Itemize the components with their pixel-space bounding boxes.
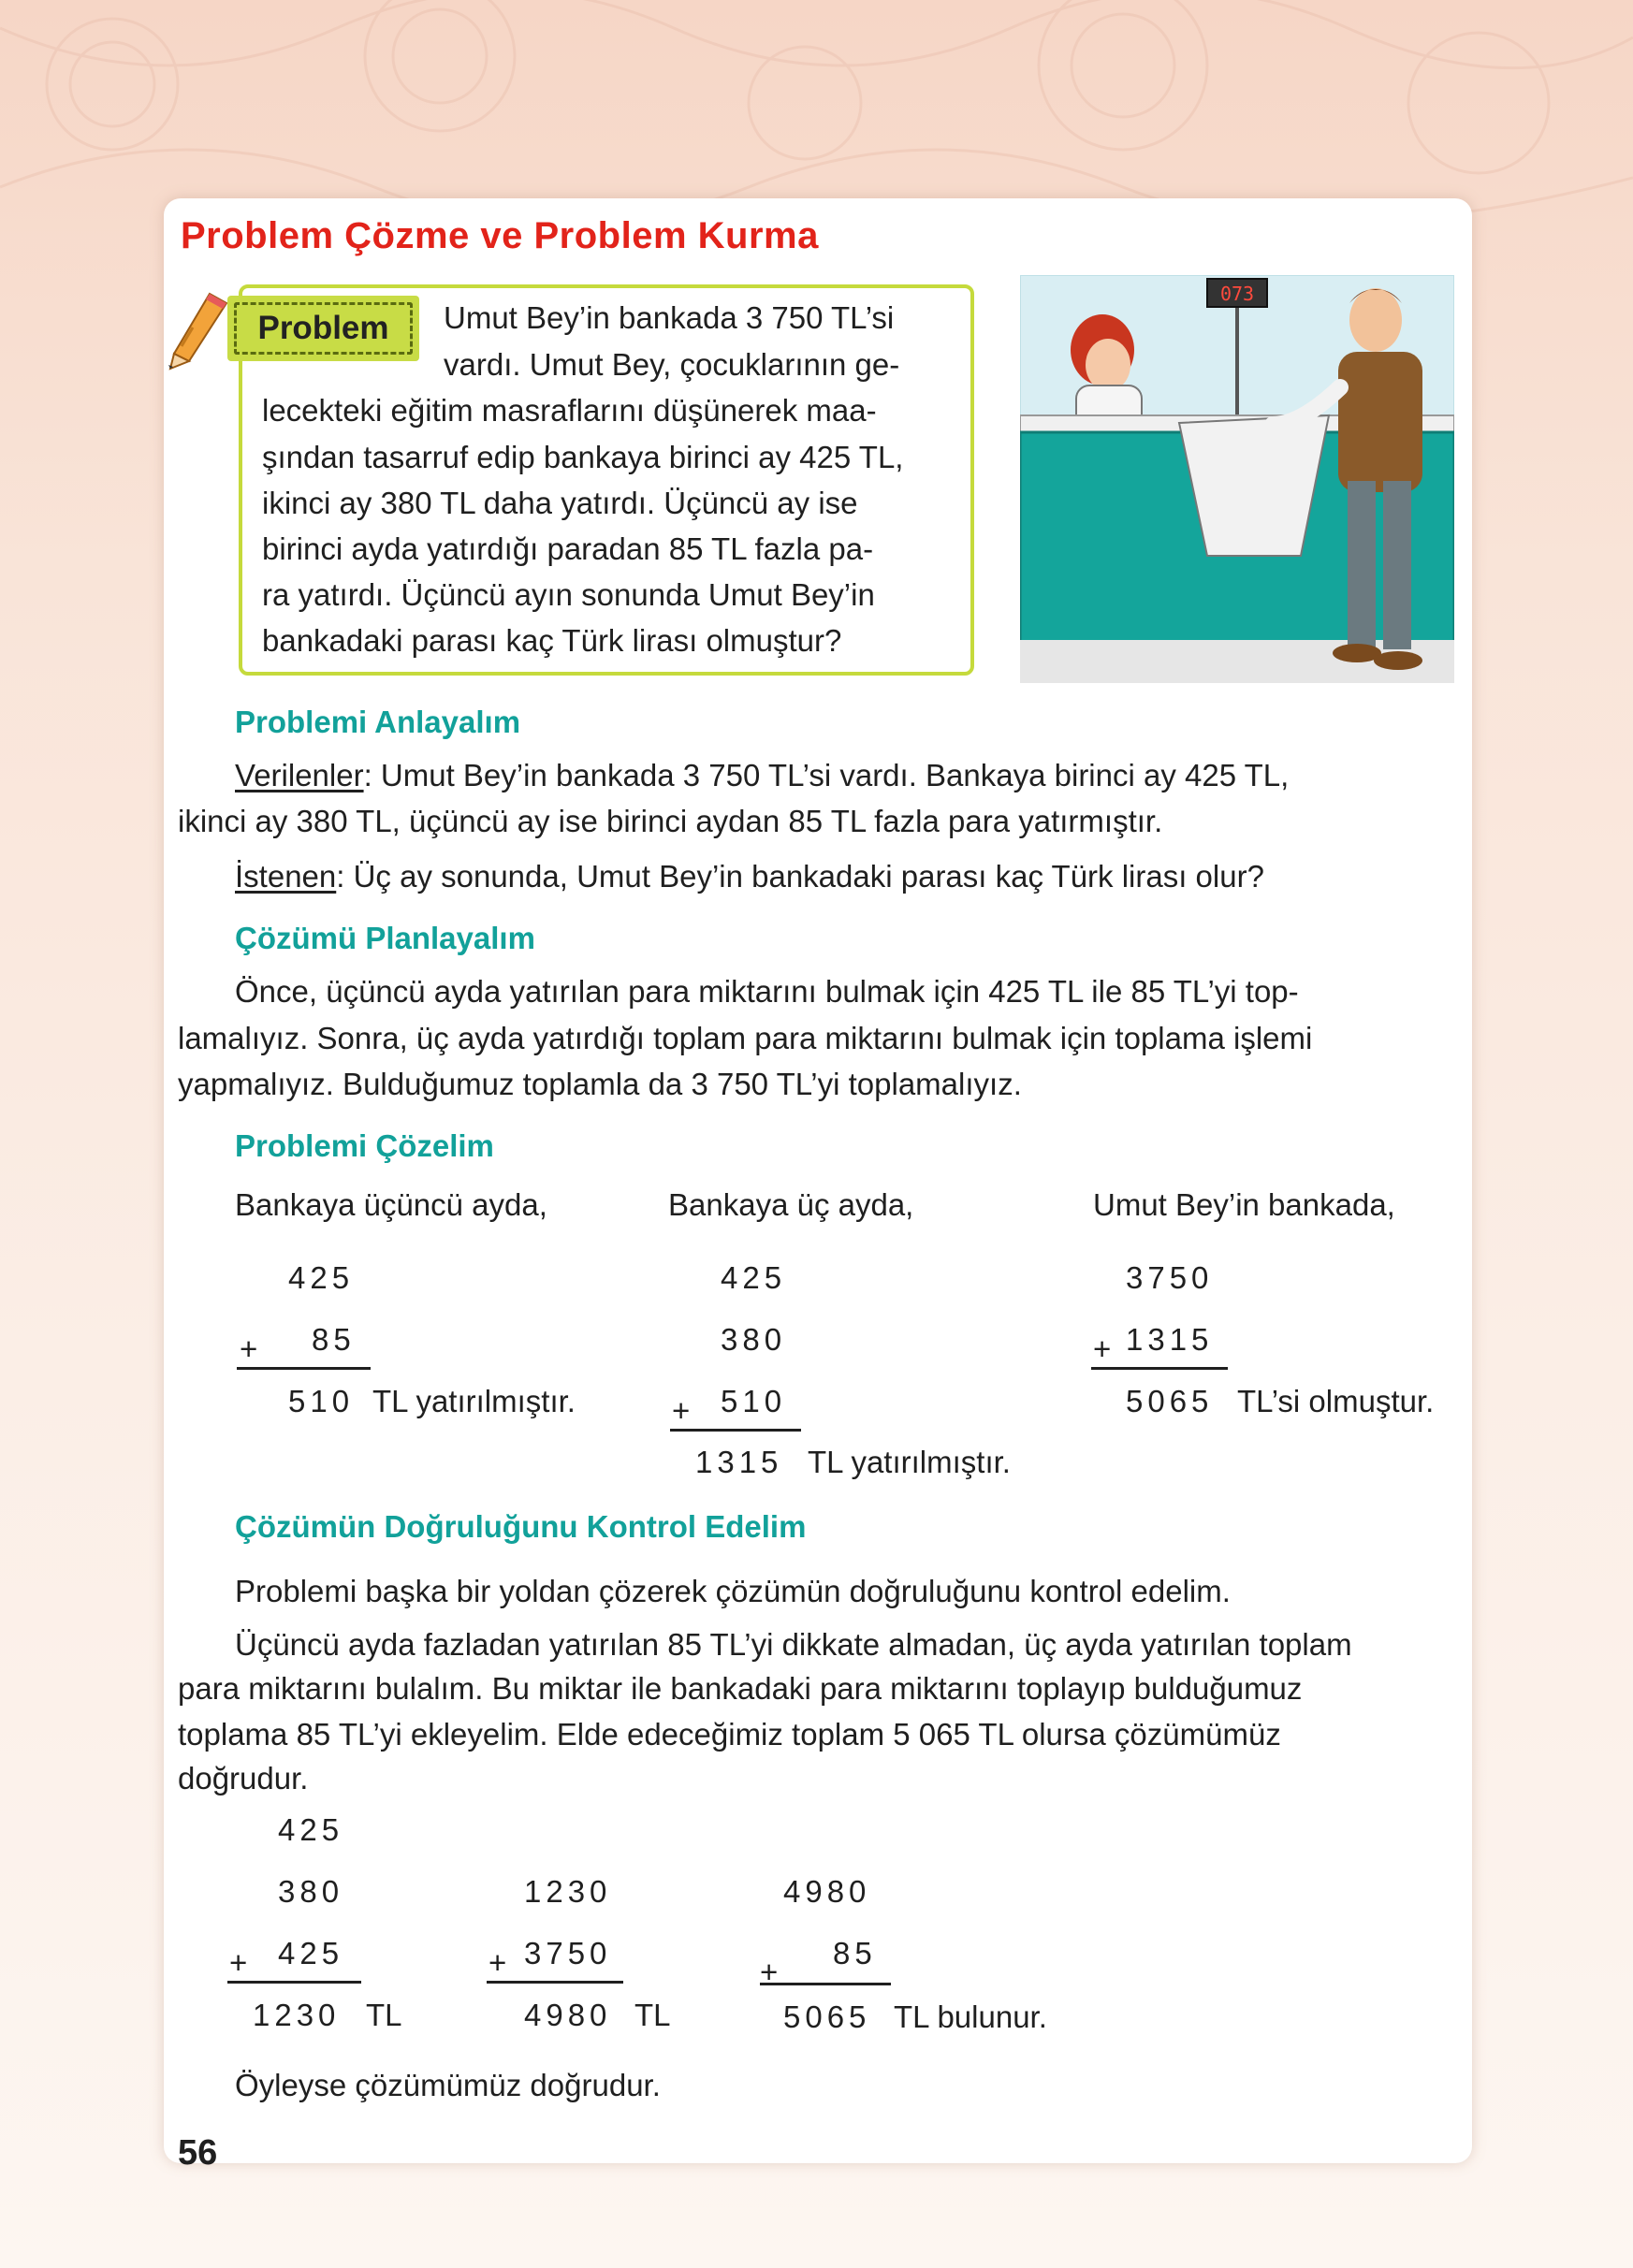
bank-illustration <box>1020 275 1454 683</box>
counter-display: 073 <box>1219 283 1255 305</box>
solve-col1-label: Bankaya üçüncü ayda, <box>235 1187 547 1222</box>
sum-line <box>227 1981 361 1984</box>
solve-col3-result: 5065 <box>1126 1384 1214 1418</box>
solve-col2-result: 1315 <box>695 1445 783 1479</box>
solve-col2-addend: 380 <box>721 1322 787 1357</box>
given-line-1 <box>235 760 1452 791</box>
sum-line <box>670 1429 801 1432</box>
sum-line <box>1091 1367 1228 1370</box>
solve-col2-addend: 425 <box>721 1260 787 1295</box>
plus-sign: + <box>1093 1331 1112 1366</box>
given-text: : Umut Bey’in bankada 3 750 TL’si vardı. Bankaya birinci ay 425 TL, <box>363 758 1290 792</box>
solve-col3-result-text: TL’si olmuştur. <box>1237 1384 1435 1418</box>
plan-line-2: lamalıyız. Sonra, üç ayda yatırdığı toplam para miktarını bulmak için toplama işlemi <box>178 1021 1313 1055</box>
heading-solve: Problemi Çözelim <box>235 1128 494 1163</box>
problem-text-line: birinci ayda yatırdığı paradan 85 TL fazla pa- <box>262 531 874 566</box>
check-op1-addend: 380 <box>278 1874 344 1909</box>
problem-text-line: lecekteki eğitim masraflarını düşünerek maa- <box>262 393 877 428</box>
check-line-2: Üçüncü ayda fazladan yatırılan 85 TL’yi dikkate almadan, üç ayda yatırılan toplam <box>235 1627 1352 1662</box>
check-line-4: toplama 85 TL’yi ekleyelim. Elde edeceğimiz toplam 5 065 TL olursa çözümümüz <box>178 1717 1281 1752</box>
asked-line <box>235 861 1452 892</box>
plan-line-1: Önce, üçüncü ayda yatırılan para miktarını bulmak için 425 TL ile 85 TL’yi top- <box>235 974 1299 1009</box>
check-op1-unit: TL <box>366 1998 402 2032</box>
solve-col1-result: 510 <box>288 1384 355 1418</box>
solve-col3-label: Umut Bey’in bankada, <box>1093 1187 1395 1222</box>
solve-col1-addend: 425 <box>288 1260 355 1295</box>
plus-sign: + <box>229 1945 248 1980</box>
problem-text-line: bankadaki parası kaç Türk lirası olmuştur? <box>262 623 842 658</box>
check-op2-addend: 3750 <box>524 1936 612 1970</box>
problem-text-line: ra yatırdı. Üçüncü ayın sonunda Umut Bey’in <box>262 577 875 612</box>
solve-col1-result-text: TL yatırılmıştır. <box>372 1384 576 1418</box>
sum-line <box>487 1981 623 1984</box>
check-op3-result-text: TL bulunur. <box>894 1999 1047 2034</box>
heading-plan: Çözümü Planlayalım <box>235 921 535 955</box>
check-line-3: para miktarını bulalım. Bu miktar ile bankadaki para miktarını toplayıp bulduğumuz <box>178 1671 1303 1706</box>
solve-col3-addend: 1315 <box>1126 1322 1214 1357</box>
problem-tag <box>227 296 419 361</box>
check-op2-unit: TL <box>634 1998 671 2032</box>
plus-sign: + <box>760 1955 779 1989</box>
check-op1-result: 1230 <box>253 1998 341 2032</box>
check-line-5: doğrudur. <box>178 1761 309 1796</box>
pencil-icon <box>165 292 230 371</box>
sum-line <box>237 1367 371 1370</box>
check-op3-result: 5065 <box>783 1999 871 2034</box>
check-op2-result: 4980 <box>524 1998 612 2032</box>
plus-sign: + <box>672 1393 691 1428</box>
solve-col1-addend: 85 <box>312 1322 356 1357</box>
conclusion: Öyleyse çözümümüz doğrudur. <box>235 2068 661 2102</box>
sum-line <box>760 1983 891 1985</box>
problem-tag-label: Problem <box>234 302 413 355</box>
page-number: 56 <box>178 2133 218 2173</box>
asked-text: : Üç ay sonunda, Umut Bey’in bankadaki parası kaç Türk lirası olur? <box>336 859 1264 894</box>
check-op1-addend: 425 <box>278 1936 344 1970</box>
plus-sign: + <box>488 1945 507 1980</box>
plus-sign: + <box>240 1331 258 1366</box>
heading-check: Çözümün Doğruluğunu Kontrol Edelim <box>235 1509 807 1544</box>
solve-col2-addend: 510 <box>721 1384 787 1418</box>
check-op3-addend: 4980 <box>783 1874 871 1909</box>
problem-text-line: şından tasarruf edip bankaya birinci ay 425 TL, <box>262 440 904 474</box>
plan-line-3: yapmalıyız. Bulduğumuz toplamla da 3 750 TL’yi toplamalıyız. <box>178 1067 1022 1101</box>
given-label: Verilenler <box>235 758 364 792</box>
solve-col3-addend: 3750 <box>1126 1260 1214 1295</box>
check-op2-addend: 1230 <box>524 1874 612 1909</box>
problem-text-line: Umut Bey’in bankada 3 750 TL’si <box>444 300 895 335</box>
section-title: Problem Çözme ve Problem Kurma <box>181 215 819 256</box>
solve-col2-result-text: TL yatırılmıştır. <box>808 1445 1011 1479</box>
heading-understand: Problemi Anlayalım <box>235 705 521 739</box>
given-line-2: ikinci ay 380 TL, üçüncü ay ise birinci aydan 85 TL fazla para yatırmıştır. <box>178 804 1163 838</box>
problem-text-line: vardı. Umut Bey, çocuklarının ge- <box>444 347 900 382</box>
solve-col2-label: Bankaya üç ayda, <box>668 1187 914 1222</box>
check-op1-addend: 425 <box>278 1812 344 1847</box>
check-op3-addend: 85 <box>833 1936 877 1970</box>
asked-label: İstenen <box>235 859 337 894</box>
problem-text-line: ikinci ay 380 TL daha yatırdı. Üçüncü ay ise <box>262 486 858 520</box>
check-line-1: Problemi başka bir yoldan çözerek çözümün doğruluğunu kontrol edelim. <box>235 1574 1231 1608</box>
